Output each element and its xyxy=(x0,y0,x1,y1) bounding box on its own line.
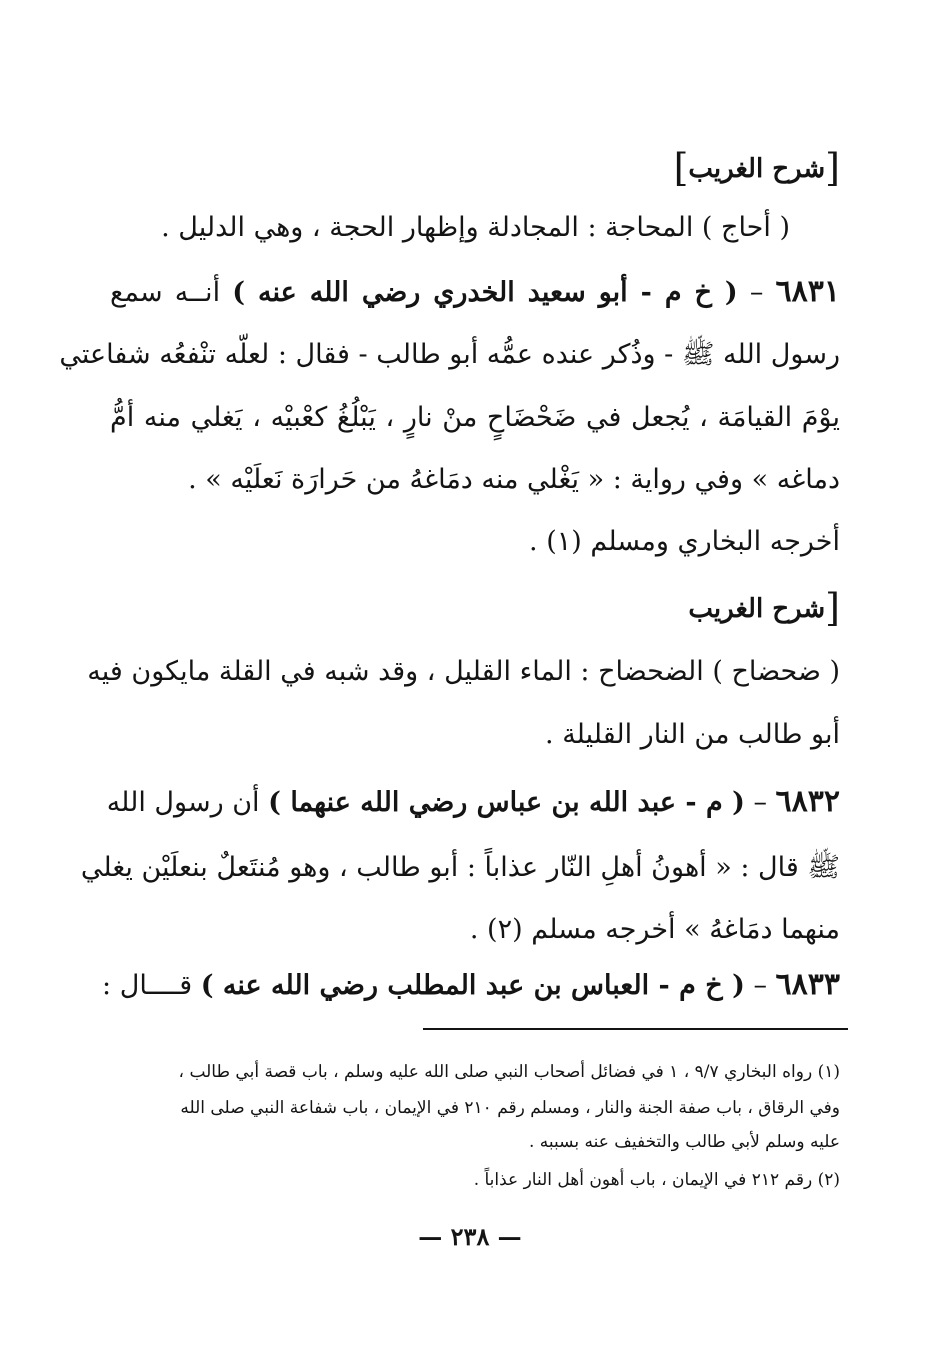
hadith-6831-line-2: رسول الله ﷺ - وذُكر عنده عمُّه أبو طالب - فقال : لعلّه تنْفعُه شفاعتي xyxy=(59,339,840,370)
hadith-6832-line-3: منهما دمَاغهُ » أخرجه مسلم (٢) . xyxy=(469,914,840,945)
close-bracket: ] xyxy=(673,146,689,190)
section-heading-gharib-2 xyxy=(688,588,840,629)
hadith-6833-line-1: ٦٨٣٣ – ( خ م - العباس بن عبد المطلب رضي الله عنه ) قــــال : xyxy=(102,967,840,1002)
hadith-source: ( خ م - أبو سعيد الخدري رضي الله عنه ) xyxy=(232,277,738,308)
footnote-1-line-3: عليه وسلم لأبي طالب والتخفيف عنه بسببه . xyxy=(528,1132,840,1152)
footnote-divider xyxy=(423,1028,848,1030)
gloss-ahaj: ( أحاج ) المحاجة : المجادلة وإظهار الحجة ، وهي الدليل . xyxy=(161,212,790,243)
hadith-number: ٦٨٣١ xyxy=(775,274,840,309)
open-bracket: [ xyxy=(825,146,840,190)
hadith-source: ( خ م - العباس بن عبد المطلب رضي الله عنه ) xyxy=(200,970,745,1001)
footnote-2-line-1: (٢) رقم ٢١٢ في الإيمان ، باب أهون أهل النار عذاباً . xyxy=(473,1170,840,1190)
hadith-6831-line-4: دماغه » وفي رواية : « يَغْلي منه دمَاغهُ من حَرارَة نَعلَيْه » . xyxy=(188,464,840,495)
gloss-dahdah-line-1: ( ضحضاح ) الضحضاح : الماء القليل ، وقد شبه في القلة مايكون فيه xyxy=(87,656,840,687)
hadith-number: ٦٨٣٣ xyxy=(775,967,840,1002)
hadith-6831-line-3: يوْمَ القيامَة ، يُجعل في ضَحْضَاحٍ منْ نارٍ ، يَبْلُغُ كعْبيْه ، يَغلي منه أمُّ xyxy=(110,402,840,433)
hadith-6832-line-2: ﷺ قال : « أهونُ أهلِ النّار عذاباً : أبو طالب ، وهو مُنتَعلٌ بنعلَيْن يغلي xyxy=(80,852,840,883)
heading-text: شرح الغريب xyxy=(688,594,826,624)
heading-text: شرح الغريب xyxy=(688,154,826,184)
open-bracket: [ xyxy=(825,586,840,630)
hadith-6832-line-1: ٦٨٣٢ – ( م - عبد الله بن عباس رضي الله عنهما ) أن رسول الله xyxy=(106,784,840,819)
gloss-dahdah-line-2: أبو طالب من النار القليلة . xyxy=(545,719,840,750)
page-number: — ٢٣٨ — xyxy=(418,1222,522,1251)
footnote-1-line-2: وفي الرقاق ، باب صفة الجنة والنار ، ومسلم رقم ٢١٠ في الإيمان ، باب شفاعة النبي صلى الله xyxy=(180,1098,840,1118)
hadith-text: قــــال : xyxy=(102,970,193,1001)
hadith-number: ٦٨٣٢ xyxy=(775,784,840,819)
section-heading-gharib-1 xyxy=(674,148,840,189)
hadith-text: أنــه سمع xyxy=(110,277,221,308)
hadith-text: أن رسول الله xyxy=(106,787,260,818)
hadith-6831-line-1: ٦٨٣١ – ( خ م - أبو سعيد الخدري رضي الله عنه ) أنــه سمع xyxy=(110,274,840,309)
footnote-1-line-1: (١) رواه البخاري ٩/٧ ، ١ في فضائل أصحاب النبي صلى الله عليه وسلم ، باب قصة أبي طالب ، xyxy=(178,1062,840,1082)
hadith-source: ( م - عبد الله بن عباس رضي الله عنهما ) xyxy=(268,787,745,818)
hadith-6831-attribution: أخرجه البخاري ومسلم (١) . xyxy=(529,526,840,557)
